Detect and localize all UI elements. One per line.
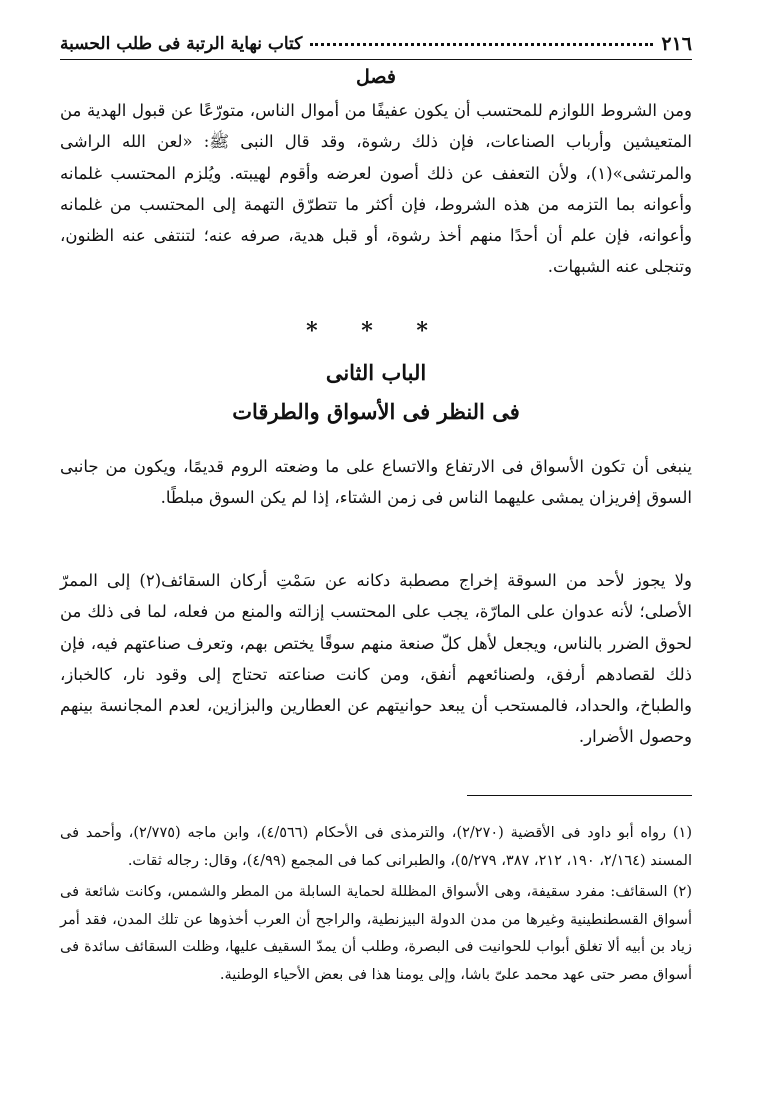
chapter-subtitle: فى النظر فى الأسواق والطرقات bbox=[232, 399, 520, 424]
chapter-title: الباب الثانى bbox=[325, 360, 427, 385]
footnotes bbox=[60, 820, 692, 993]
footnote-2: (٢) السقائف: مفرد سقيفة، وهى الأسواق المظللة لحماية السابلة من المطر والشمس، وكانت شائعة فى أسواق القسطنطينية وغيرها من مدن الدولة البيزنطية، والراجح أن العرب أخذوها عن تلك المدن، فقد أمر زياد بن أبيه ألا تغلق أبواب للحوانيت فى البصرة، وطلب أن يمدّ السقيف عليها، وظلت السقائف سائدة فى أسواق مصر حتى عهد محمد علىّ باشا، وإلى يومنا هذا فى بعض الأحياء الوطنية. bbox=[60, 884, 692, 983]
section-heading: فصل bbox=[356, 66, 396, 88]
book-title: كتاب نهاية الرتبة فى طلب الحسبة bbox=[60, 34, 303, 54]
running-header bbox=[60, 30, 692, 58]
footnote-separator bbox=[467, 795, 692, 796]
page-number: ٢١٦ bbox=[661, 33, 692, 55]
paragraph-conduct: ومن الشروط اللوازم للمحتسب أن يكون عفيفًا من أموال الناس، متورّعًا عن قبول الهدية من المتعيشين وأرباب الصناعات، فإن ذلك رشوة، وقد قال النبى ﷺ: «لعن الله الراشى والمرتشى»(١)، ولأن التعفف عن ذلك أصون لعرضه وأقوم لهيبته. ويُلزم المحتسب غلمانه وأعوانه بما التزمه من هذه الشروط، فإن أكثر ما تتطرّق التهمة إلى المحتسب من غلمانه وأعوانه، فإن علم أن أحدًا منهم أخذ رشوة، أو قبل هدية، صرفه عنه؛ لتنتفى عنه الظنون، وتنجلى عنه الشبهات. bbox=[60, 101, 692, 277]
header-dot-leader bbox=[310, 43, 653, 46]
paragraph-markets: ينبغى أن تكون الأسواق فى الارتفاع والاتساع على ما وضعته الروم قديمًا، ويكون من جانبى السوق إفريزان يمشى عليهما الناس فى زمن الشتاء، إذا لم يكن السوق مبلطًا. bbox=[60, 457, 692, 508]
paragraph-shops: ولا يجوز لأحد من السوقة إخراج مصطبة دكانه عن سَمْتِ أركان السقائف(٢) إلى الممرّ الأصلى؛ لأنه عدوان على المارّة، يجب على المحتسب إزالته والمنع من فعله، لما فى ذلك من لحوق الضرر بالناس، ويجعل لأهل كلّ صنعة منهم سوقًا يختص بهم، وتعرف صناعتهم فيه، فإن ذلك لقصادهم أرفق، ولصنائعهم أنفق، ومن كانت صناعته تحتاج إلى وقود نار، كالخباز، والطباخ، والحداد، فالمستحب أن يبعد حوانيتهم عن العطارين والبزازين، لعدم المجانسة بينهم وحصول الأضرار. bbox=[60, 571, 692, 747]
footnote-1: (١) رواه أبو داود فى الأقضية (٢/٢٧٠)، والترمذى فى الأحكام (٤/٥٦٦)، وابن ماجه (٢/٧٧٥)، وأحمد فى المسند (٢/١٦٤، ١٩٠، ٢١٢، ٣٨٧، ٥/٢٧٩)، والطبرانى كما فى المجمع (٤/٩٩)، وقال: رجاله ثقات. bbox=[60, 825, 692, 869]
section-separator: * * * bbox=[306, 318, 446, 344]
header-rule bbox=[60, 59, 692, 60]
